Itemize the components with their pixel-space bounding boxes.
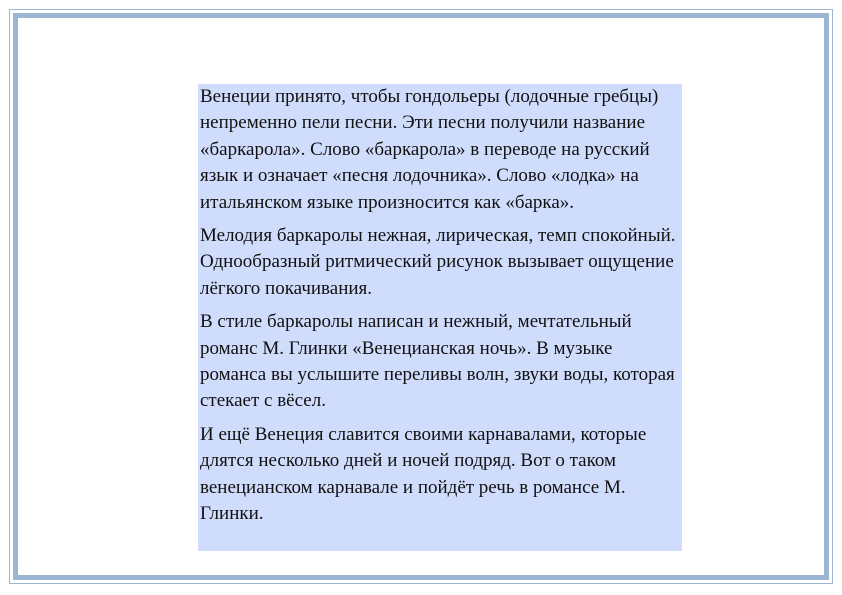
text-block [198, 84, 682, 551]
paragraph-romance: В стиле баркаролы написан и нежный, мечтательный романс М. Глинки «Венецианская ночь». В музыке романса вы услышите переливы волн, звуки воды, которая стекает с вёсел. [200, 311, 675, 412]
paragraph-melody: Мелодия баркаролы нежная, лирическая, темп спокойный. Однообразный ритмический рисунок вызывает ощущение лёгкого покачивания. [200, 225, 676, 299]
paragraph-carnival: И ещё Венеция славится своими карнавалами, которые длятся несколько дней и ночей подряд. Вот о таком венецианском карнавале и пойдёт речь в романсе М. Глинки. [200, 423, 647, 525]
paragraph-gondoliers: Венеции принято, чтобы гондольеры (лодочные гребцы) непременно пели песни. Эти песни получили название «баркарола». Слово «баркарола» в переводе на русский язык и означает «песня лодочника». Слово «лодка» на итальянском языке произносится как «барка». [200, 86, 659, 213]
